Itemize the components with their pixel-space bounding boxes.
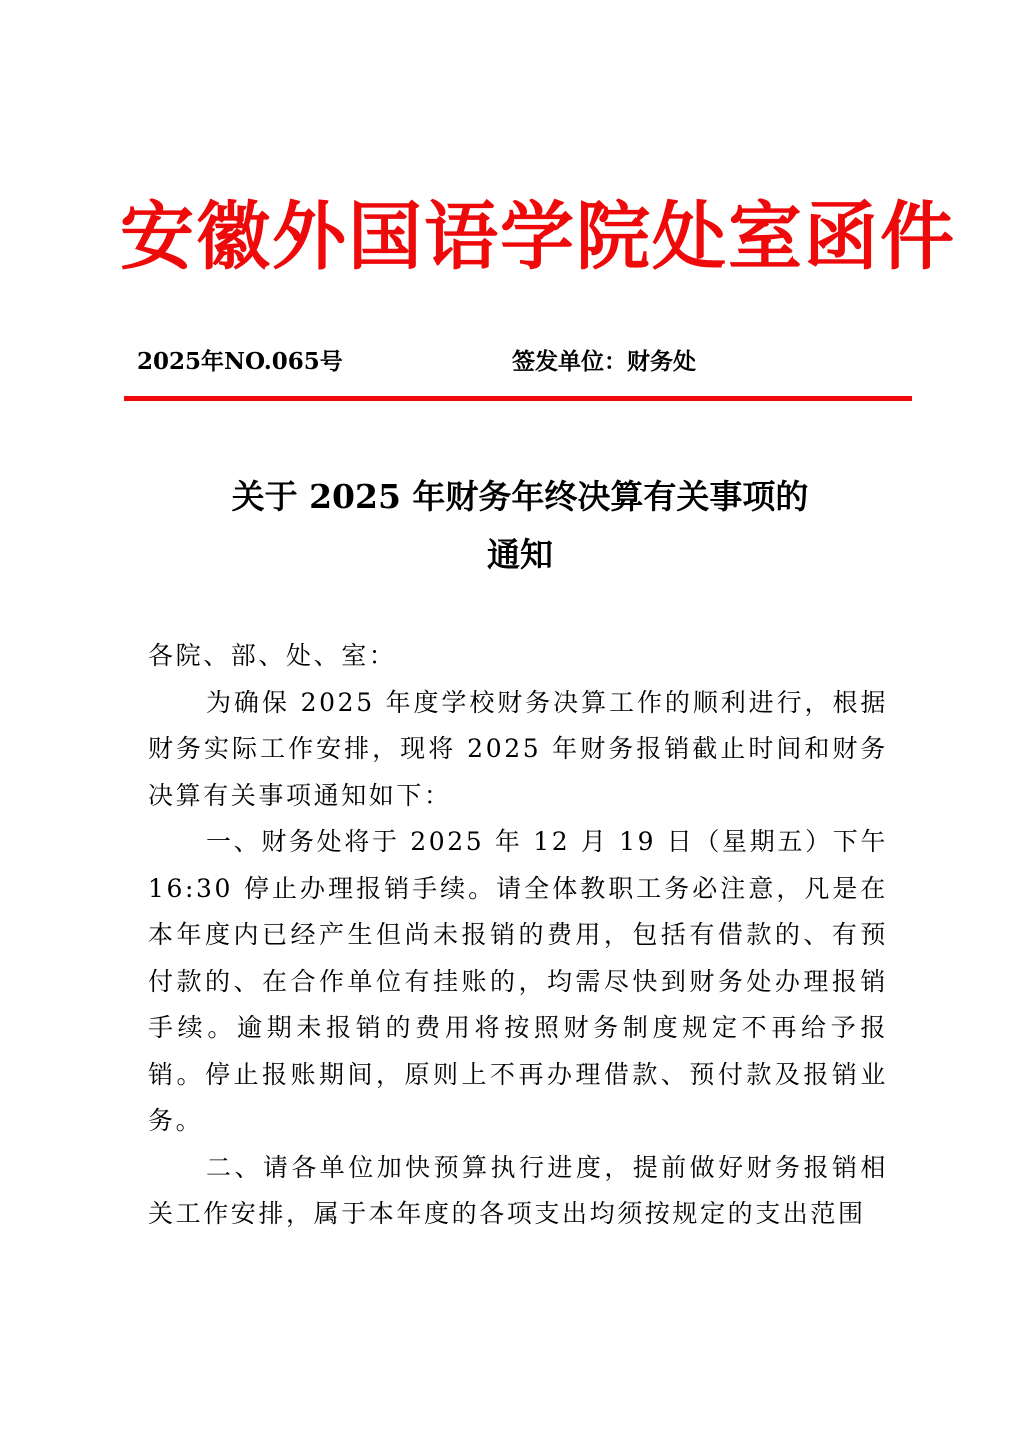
notice-title bbox=[140, 468, 900, 584]
salutation: 各院、部、处、室： bbox=[148, 641, 397, 670]
red-divider-line bbox=[124, 396, 912, 401]
paragraph-intro: 为确保 2025 年度学校财务决算工作的顺利进行，根据财务实际工作安排，现将 2025 年财务报销截止时间和财务决算有关事项通知如下： bbox=[148, 687, 888, 810]
paragraph-item-2: 二、请各单位加快预算执行进度，提前做好财务报销相关工作安排，属于本年度的各项支出均须按规定的支出范围 bbox=[148, 1152, 888, 1228]
notice-body bbox=[148, 633, 888, 1238]
notice-title-line-2: 通知 bbox=[487, 535, 553, 574]
document-number: 2025年NO.065号 bbox=[137, 348, 343, 375]
paragraph-item-1: 一、财务处将于 2025 年 12 月 19 日（星期五）下午 16:30 停止办理报销手续。请全体教职工务必注意，凡是在本年度内已经产生但尚未报销的费用，包括有借款的、有预付款的、在合作单位有挂账的，均需尽快到财务处办理报销手续。逾期未报销的费用将按照财务制度规定不再给予报销。停止报账期间，原则上不再办理借款、预付款及报销业务。 bbox=[148, 827, 888, 1135]
issuing-unit: 签发单位：财务处 bbox=[512, 348, 696, 375]
notice-title-line-1: 关于 2025 年财务年终决算有关事项的 bbox=[231, 477, 809, 516]
letterhead-title: 安徽外国语学院处室函件 bbox=[120, 194, 956, 280]
